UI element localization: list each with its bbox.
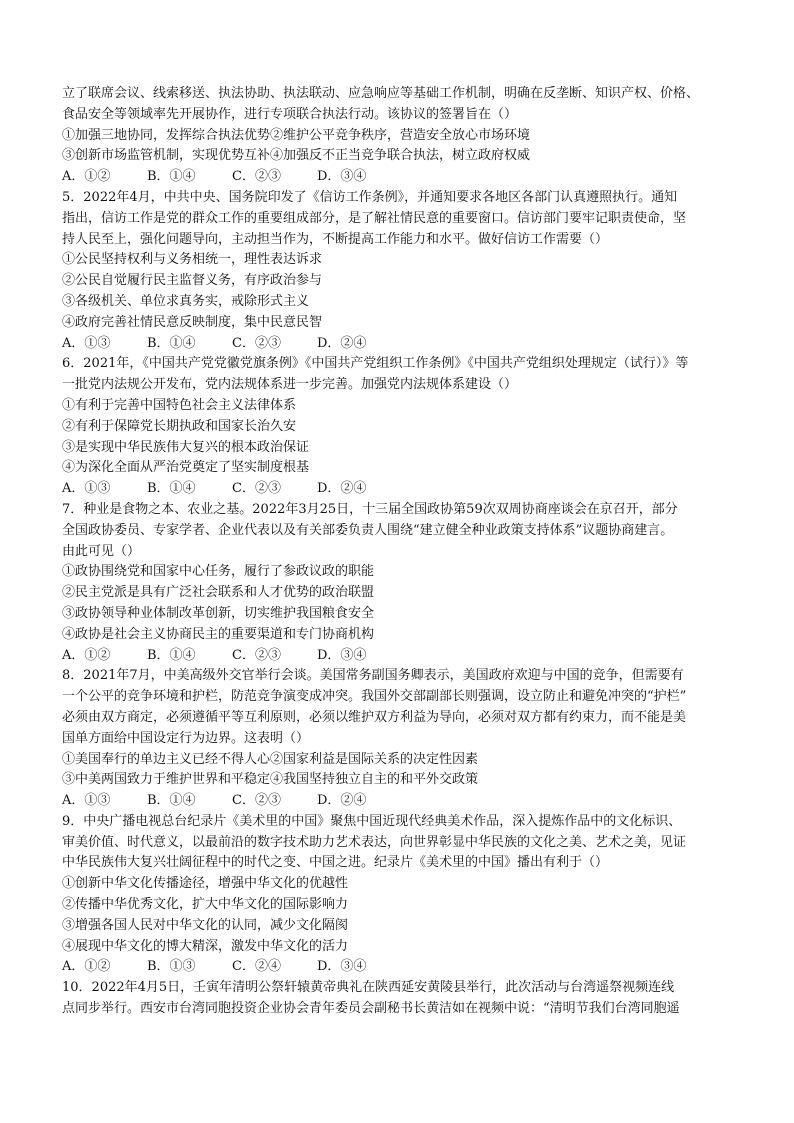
option-c[interactable]: C．②③ [232,793,281,809]
option-b[interactable]: B．①④ [147,481,196,497]
option-c[interactable]: C．②④ [232,959,281,975]
question-8 [62,666,752,812]
question-stem-line: 由此可见（） [62,543,141,559]
statement-item: ④为深化全面从严治党奠定了坚实制度根基 [62,460,310,476]
question-stem-line: 6．2021年，《中国共产党党徽党旗条例》《中国共产党组织工作条例》《中国共产党组织处理规定（试行）》等 [62,356,689,372]
question-stem-line: 中华民族伟大复兴壮阔征程中的时代之变、中国之进。纪录片《美术里的中国》播出有利于（） [62,855,609,871]
question-stem-line: 一批党内法规公开发布，党内法规体系进一步完善。加强党内法规体系建设（） [62,377,518,393]
statement-item: ③是实现中华民族伟大复兴的根本政治保证 [62,439,310,455]
option-a[interactable]: A．①② [62,647,111,663]
statement-item: ②有利于保障党长期执政和国家长治久安 [62,418,297,434]
question-10 [62,978,752,1020]
question-6 [62,354,752,500]
question-stem-line: 8．2021年7月，中美高级外交官举行会谈。美国常务副国务卿表示，美国政府欢迎与中国的竞争，但需要有 [62,668,684,684]
statement-item: ③各级机关、单位求真务实，戒除形式主义 [62,293,310,309]
question-7 [62,500,752,666]
option-c[interactable]: C．②③ [232,481,281,497]
answer-options [62,334,752,355]
option-c[interactable]: C．②③ [232,335,281,351]
option-b[interactable]: B．①③ [147,959,196,975]
statement-item: ③政协领导种业体制改革创新，切实维护我国粮食安全 [62,605,375,621]
statement-item: ①政协围绕党和国家中心任务，履行了参政议政的职能 [62,564,375,580]
answer-options [62,646,752,667]
option-a[interactable]: A．①③ [62,793,111,809]
question-5 [62,188,752,354]
answer-options [62,957,752,978]
question-stem-line: 10．2022年4月5日，壬寅年清明公祭轩辕黄帝典礼在陕西延安黄陵县举行，此次活动与台湾遥祭视频连线 [62,980,675,996]
statement-item: ①美国奉行的单边主义已经不得人心②国家利益是国际关系的决定性因素 [62,751,479,767]
answer-options [62,791,752,812]
question-stem-line: 指出，信访工作是党的群众工作的重要组成部分，是了解社情民意的重要窗口。信访部门要牢记职责使命，坚 [62,210,687,226]
option-b[interactable]: B．①④ [147,169,196,185]
statement-item: ①加强三地协同，发挥综合执法优势②维护公平竞争秩序，营造安全放心市场环境 [62,127,531,143]
question-stem-line: 持人民至上，强化问题导向，主动担当作为，不断提高工作能力和水平。做好信访工作需要（） [62,231,609,247]
statement-item: ①公民坚持权利与义务相统一，理性表达诉求 [62,252,323,268]
exam-page [62,84,752,1020]
statement-item: ②传播中华优秀文化，扩大中华文化的国际影响力 [62,897,349,913]
option-b[interactable]: B．①④ [147,793,196,809]
option-a[interactable]: A．①③ [62,481,111,497]
option-d[interactable]: D．③④ [317,169,367,185]
option-a[interactable]: A．①③ [62,335,111,351]
question-stem-line: 9．中央广播电视总台纪录片《美术里的中国》聚焦中国近现代经典美术作品，深入提炼作品中的文化标识、 [62,813,682,829]
option-d[interactable]: D．②④ [317,793,367,809]
statement-item: ①有利于完善中国特色社会主义法律体系 [62,397,297,413]
option-b[interactable]: B．①④ [147,335,196,351]
option-a[interactable]: A．①② [62,169,111,185]
option-d[interactable]: D．②④ [317,481,367,497]
option-a[interactable]: A．①② [62,959,111,975]
answer-options [62,479,752,500]
statement-item: ②民主党派是具有广泛社会联系和人才优势的政治联盟 [62,585,375,601]
question-stem-line: 7．种业是食物之本、农业之基。2022年3月25日，十三届全国政协第59次双周协商座谈会在京召开，部分 [62,501,678,517]
option-b[interactable]: B．①④ [147,647,196,663]
question-stem-line: 全国政协委员、专家学者、企业代表以及有关部委负责人围绕“建立健全种业政策支持体系”议题协商建言。 [62,522,674,538]
option-d[interactable]: D．③④ [317,647,367,663]
option-d[interactable]: D．②④ [317,335,367,351]
statement-item: ③创新市场监管机制，实现优势互补④加强反不正当竞争联合执法，树立政府权威 [62,148,531,164]
question-stem-line: 点同步举行。西安市台湾同胞投资企业协会青年委员会副秘书长黄洁如在视频中说：“清明节我们台湾同胞遥 [62,1001,680,1017]
question-stem-line: 立了联席会议、线索移送、执法协助、执法联动、应急响应等基础工作机制，明确在反垄断、知识产权、价格、 [62,86,700,101]
question-9 [62,812,752,978]
option-c[interactable]: C．②③ [232,647,281,663]
statement-item: ③中美两国致力于维护世界和平稳定④我国坚持独立自主的和平外交政策 [62,772,479,788]
statement-item: ②公民自觉履行民主监督义务，有序政治参与 [62,273,323,289]
answer-options [62,167,752,188]
question-stem-line: 食品安全等领域率先开展协作，进行专项联合执法行动。该协议的签署旨在（） [62,106,518,122]
question-4 [62,84,752,188]
option-c[interactable]: C．②③ [232,169,281,185]
statement-item: ③增强各国人民对中华文化的认同，减少文化隔阂 [62,917,349,933]
option-d[interactable]: D．③④ [317,959,367,975]
question-stem-line: 一个公平的竞争环境和护栏，防范竞争演变成冲突。我国外交部副部长则强调，设立防止和避免冲突的“护栏” [62,689,687,705]
question-stem-line: 国单方面给中国设定行为边界。这表明（） [62,730,310,746]
statement-item: ①创新中华文化传播途径，增强中华文化的优越性 [62,876,349,892]
statement-item: ④政协是社会主义协商民主的重要渠道和专门协商机构 [62,626,375,642]
statement-item: ④政府完善社情民意反映制度，集中民意民智 [62,314,323,330]
question-stem-line: 5．2022年4月，中共中央、国务院印发了《信访工作条例》，并通知要求各地区各部门认真遵照执行。通知 [62,189,678,205]
question-stem-line: 审美价值、时代意义，以最前沿的数字技术助力艺术表达，向世界彰显中华民族的文化之美、艺术之美，见证 [62,834,687,850]
statement-item: ④展现中华文化的博大精深，激发中华文化的活力 [62,938,349,954]
question-stem-line: 必须由双方商定，必须遵循平等互利原则，必须以维护双方利益为导向，必须对双方都有约束力，而不能是美 [62,709,687,725]
